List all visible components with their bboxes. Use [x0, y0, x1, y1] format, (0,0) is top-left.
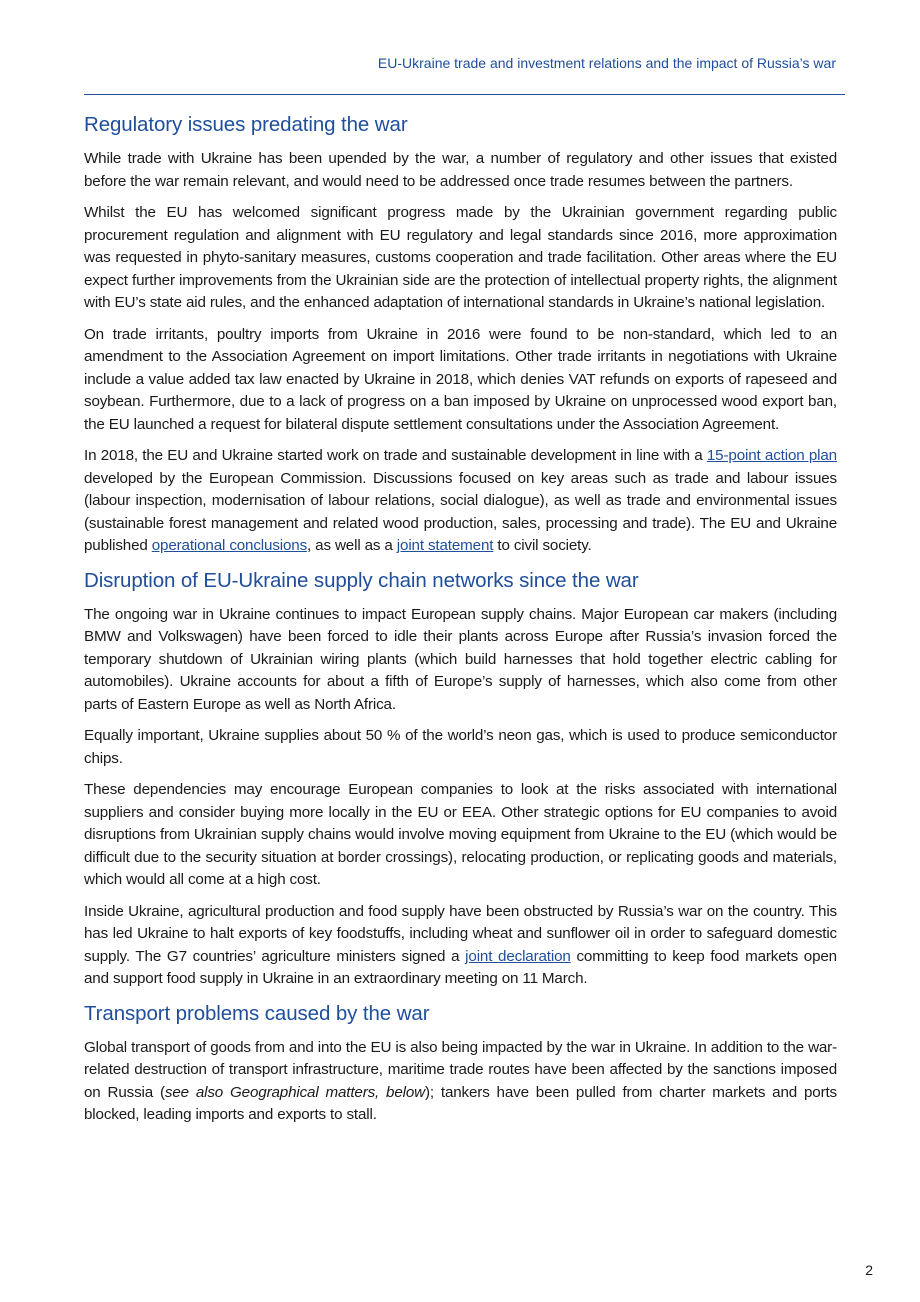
link-operational-conclusions[interactable]: operational conclusions — [151, 537, 308, 554]
header-divider — [84, 94, 845, 95]
page-body — [84, 111, 837, 1136]
paragraph: These dependencies may encourage European companies to look at the risks associated with international suppliers and consider buying more locally in the EU or EEA. Other strategic options for EU companies to avoid disruptions from Ukrainian supply chains would involve moving equipment from Ukraine to the EU (which would be difficult due to the security situation at border crossings), relocating production, or replicating goods and materials, which would all come at a high cost. — [84, 781, 837, 888]
text-run: to civil society. — [493, 537, 592, 554]
section-heading-supply-chain: Disruption of EU-Ukraine supply chain networks since the war — [84, 568, 639, 592]
text-run: Global transport of goods from and into the EU is also being impacted by the war in Ukraine. In addition to the war-related destruction of transport infrastructure, maritime trade routes have been affected by the sanctions imposed on Russia ( — [84, 1038, 837, 1101]
text-run: In 2018, the EU and Ukraine started work on trade and sustainable development in line with a — [84, 447, 707, 464]
paragraph: While trade with Ukraine has been upended by the war, a number of regulatory and other issues that existed before the war remain relevant, and would need to be addressed once trade resumes between the partners. — [84, 150, 837, 190]
section-heading-transport: Transport problems caused by the war — [84, 1001, 430, 1025]
paragraph — [84, 445, 837, 558]
text-run: committing to keep food markets open and support food supply in Ukraine in an extraordinary meeting on 11 March. — [84, 947, 837, 987]
text-run: , as well as a — [307, 537, 397, 554]
link-15-point-action-plan[interactable]: 15-point action plan — [706, 447, 837, 464]
paragraph: On trade irritants, poultry imports from Ukraine in 2016 were found to be non-standard, which led to an amendment to the Association Agreement on import limitations. Other trade irritants in negotiations with Ukraine include a value added tax law enacted by Ukraine in 2018, which denies VAT refunds on exports of rapeseed and soybean. Furthermore, due to a lack of progress on a ban imposed by Ukraine on unprocessed wood export ban, the EU launched a request for bilateral dispute settlement consultations under the Association Agreement. — [84, 325, 837, 433]
running-header: EU-Ukraine trade and investment relations and the impact of Russia’s war — [377, 55, 836, 71]
page-number: 2 — [865, 1262, 873, 1278]
italic-cross-reference: see also Geographical matters, below — [164, 1083, 425, 1101]
text-run: developed by the European Commission. Discussions focused on key areas such as trade and labour issues (labour inspection, modernisation of labour relations, social dialogue), as well as trade and environmental issues (sustainable forest management and related wood production, sales, processing and trade). The EU and Ukraine published — [84, 469, 837, 554]
paragraph: Equally important, Ukraine supplies about 50 % of the world’s neon gas, which is used to produce semiconductor chips. — [84, 727, 837, 767]
paragraph — [84, 901, 837, 991]
paragraph — [84, 1037, 837, 1127]
paragraph: Whilst the EU has welcomed significant progress made by the Ukrainian government regarding public procurement regulation and alignment with EU regulatory and legal standards since 2016, more approximation was requested in phyto-sanitary measures, customs cooperation and trade facilitation. Other areas where the EU expect further improvements from the Ukrainian side are the protection of intellectual property rights, the alignment with EU’s state aid rules, and the enhanced adaptation of international standards in Ukraine’s national legislation. — [84, 204, 837, 311]
paragraph: The ongoing war in Ukraine continues to impact European supply chains. Major European car makers (including BMW and Volkswagen) have been forced to idle their plants across Europe after Russia’s invasion forced the temporary shutdown of Ukrainian wiring plants (which build harnesses that hold together electric cabling for automobiles). Ukraine accounts for about a fifth of Europe’s supply of harnesses, which also come from other parts of Eastern Europe as well as North Africa. — [84, 605, 837, 713]
link-joint-statement[interactable]: joint statement — [396, 537, 494, 554]
text-run: Inside Ukraine, agricultural production and food supply have been obstructed by Russia’s war on the country. This has led Ukraine to halt exports of key foodstuffs, including wheat and sunflower oil in order to safeguard domestic supply. The G7 countries’ agriculture ministers signed a — [84, 902, 837, 965]
text-run: ); tankers have been pulled from charter markets and ports blocked, leading imports and exports to stall. — [84, 1083, 838, 1123]
section-heading-regulatory: Regulatory issues predating the war — [84, 113, 408, 136]
link-joint-declaration[interactable]: joint declaration — [465, 947, 571, 965]
